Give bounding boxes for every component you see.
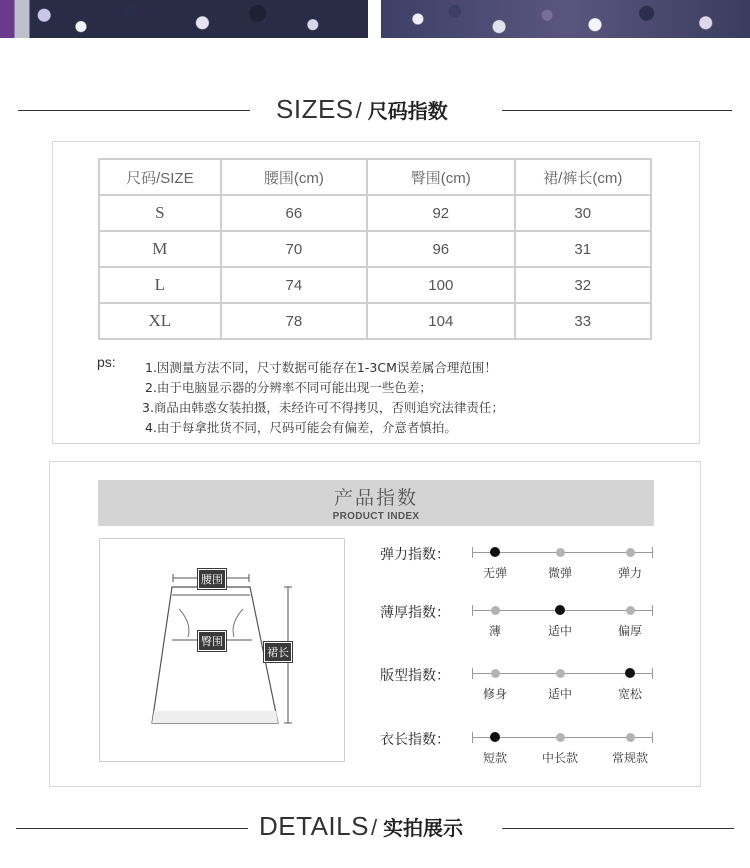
product-photo-strip <box>0 0 750 38</box>
length-tag: 裙长 <box>264 642 292 662</box>
index-label: 衣长指数： <box>380 732 450 748</box>
hip-cell: 92 <box>367 195 514 231</box>
sizes-title-slash: / <box>355 98 362 123</box>
index-dot-selected <box>490 732 500 742</box>
hip-cell: 96 <box>367 231 514 267</box>
size-cell: XL <box>99 303 221 339</box>
waist-cell: 78 <box>221 303 367 339</box>
index-option: 常规款 <box>611 751 649 765</box>
size-cell: S <box>99 195 221 231</box>
details-title-cn: 实拍展示 <box>383 818 464 840</box>
fit-index-row <box>380 667 680 707</box>
length-cell: 31 <box>515 231 652 267</box>
table-row <box>99 303 651 339</box>
index-dot <box>491 669 500 678</box>
index-option: 薄 <box>488 624 502 638</box>
hip-cell: 100 <box>367 267 514 303</box>
track-cap <box>472 668 473 679</box>
index-dot <box>626 548 635 557</box>
table-row <box>99 231 651 267</box>
sizes-title-en: SIZES <box>276 94 354 124</box>
track-cap <box>472 605 473 616</box>
index-option: 中长款 <box>541 751 579 765</box>
index-dot-selected <box>555 605 565 615</box>
sizes-title <box>276 94 448 125</box>
track-cap <box>472 732 473 743</box>
index-dot-selected <box>490 547 500 557</box>
index-dot <box>491 606 500 615</box>
product-index-title-cn: 产品指数 <box>333 487 418 509</box>
index-option: 微弹 <box>547 566 573 580</box>
product-index-title-en: PRODUCT INDEX <box>332 511 420 522</box>
heading-rule-left <box>18 110 250 111</box>
index-option: 适中 <box>547 687 573 701</box>
product-photo-right <box>381 0 750 38</box>
waist-tag: 腰围 <box>198 569 226 589</box>
skirt-measurement-diagram <box>99 538 345 762</box>
details-heading <box>0 811 750 844</box>
index-dot <box>556 548 565 557</box>
index-label: 版型指数： <box>380 668 450 684</box>
index-dot <box>556 733 565 742</box>
index-dot <box>626 733 635 742</box>
index-dot <box>626 606 635 615</box>
product-photo-left <box>0 0 368 38</box>
sizes-heading <box>0 96 750 126</box>
note-line: 1.因测量方法不同，尺寸数据可能存在1-3CM误差属合理范围！ <box>145 360 497 375</box>
length-cell: 33 <box>515 303 652 339</box>
hip-cell: 104 <box>367 303 514 339</box>
sizes-title-cn: 尺码指数 <box>367 101 448 123</box>
index-option: 修身 <box>482 687 508 701</box>
table-row <box>99 267 651 303</box>
waist-cell: 70 <box>221 231 367 267</box>
index-option: 短款 <box>482 751 508 765</box>
index-label: 弹力指数： <box>380 547 450 563</box>
length-index-row <box>380 731 680 771</box>
size-table-header-row <box>99 159 651 195</box>
heading-rule-right <box>502 110 732 111</box>
index-option: 弹力 <box>617 566 643 580</box>
track-cap <box>652 668 653 679</box>
index-dot-selected <box>625 668 635 678</box>
hip-tag: 臀围 <box>198 631 226 651</box>
index-option: 适中 <box>547 624 573 638</box>
size-table-header: 尺码/SIZE <box>99 159 221 195</box>
track-cap <box>652 605 653 616</box>
size-cell: L <box>99 267 221 303</box>
details-title-en: DETAILS <box>259 811 369 841</box>
details-title-slash: / <box>370 815 378 840</box>
note-line: 3.商品由韩惑女装拍摄，未经许可不得拷贝，否则追究法律责任； <box>142 400 504 415</box>
note-line: 4.由于每拿批货不同，尺码可能会有偏差，介意者慎拍。 <box>145 420 457 435</box>
thickness-index-row <box>380 604 680 644</box>
heading-rule-left <box>16 828 248 829</box>
index-dot <box>556 669 565 678</box>
index-label: 薄厚指数： <box>380 605 450 621</box>
product-index-banner <box>98 480 654 526</box>
size-table-header: 臀围(cm) <box>367 159 514 195</box>
product-index-panel <box>49 461 701 787</box>
elasticity-index-row <box>380 546 680 586</box>
length-cell: 32 <box>515 267 652 303</box>
track-cap <box>652 547 653 558</box>
size-table <box>98 158 652 340</box>
ps-label: ps: <box>97 354 116 370</box>
waist-cell: 74 <box>221 267 367 303</box>
length-cell: 30 <box>515 195 652 231</box>
size-chart-panel <box>52 141 700 444</box>
size-table-header: 腰围(cm) <box>221 159 367 195</box>
index-option: 宽松 <box>617 687 643 701</box>
waist-cell: 66 <box>221 195 367 231</box>
table-row <box>99 195 651 231</box>
note-line: 2.由于电脑显示器的分辨率不同可能出现一些色差； <box>145 380 432 395</box>
details-title <box>259 811 463 842</box>
track-cap <box>652 732 653 743</box>
size-table-header: 裙/裤长(cm) <box>515 159 652 195</box>
index-option: 无弹 <box>482 566 508 580</box>
heading-rule-right <box>502 828 734 829</box>
track-cap <box>472 547 473 558</box>
size-cell: M <box>99 231 221 267</box>
index-option: 偏厚 <box>617 624 643 638</box>
